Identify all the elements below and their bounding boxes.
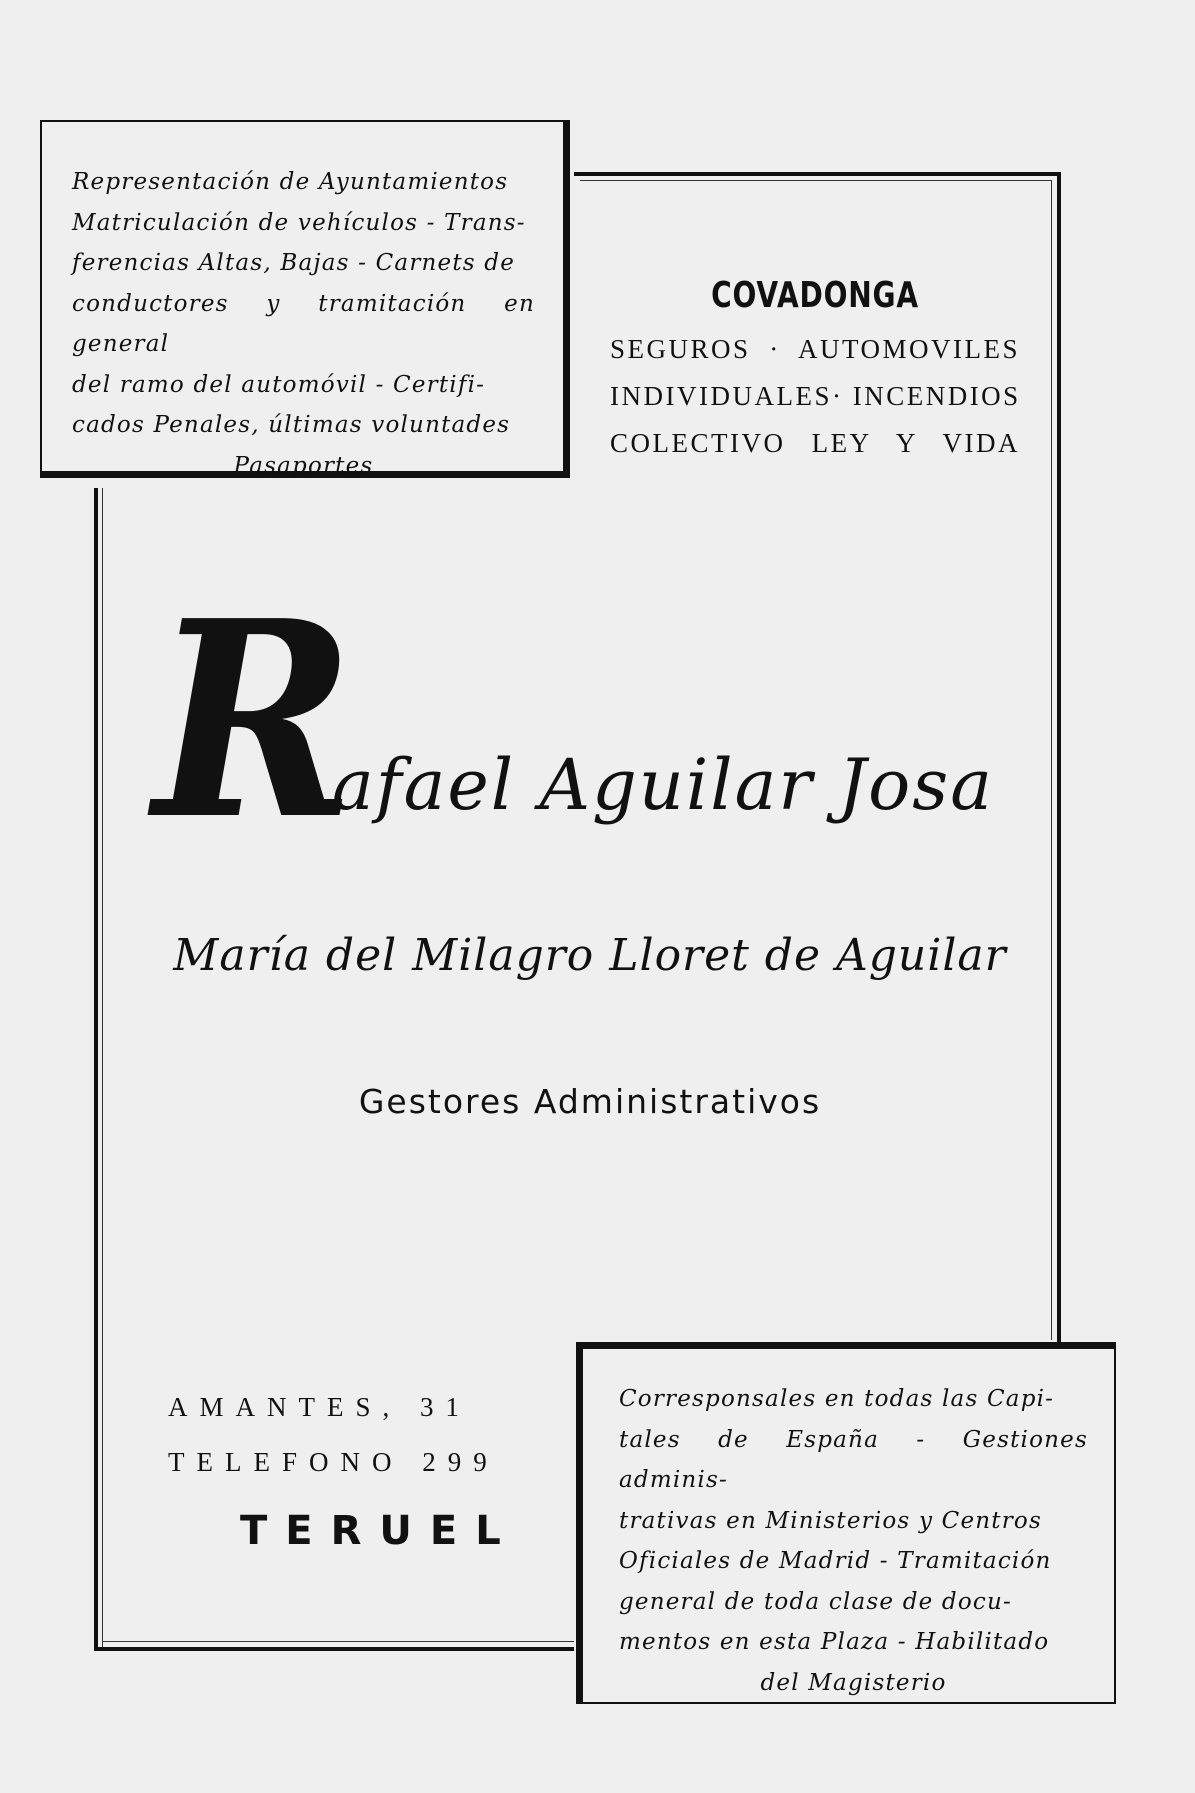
frame-top-border bbox=[574, 172, 1061, 176]
correspondents-line: tales de España - Gestiones adminis- bbox=[619, 1426, 1088, 1493]
frame-top-inner-border bbox=[580, 180, 1052, 181]
services-box bbox=[40, 120, 570, 478]
correspondents-line: general de toda clase de docu- bbox=[619, 1588, 1012, 1615]
subtitle: Gestores Administrativos bbox=[358, 1082, 822, 1121]
correspondents-line: Corresponsales en todas las Capi- bbox=[619, 1386, 1055, 1412]
covadonga-block bbox=[610, 266, 1020, 467]
services-last-line: Pasaportes bbox=[233, 452, 374, 479]
services-line: Matriculación de vehículos - Trans- bbox=[72, 209, 526, 236]
services-line: cados Penales, últimas voluntades bbox=[72, 412, 511, 438]
frame-left-inner-border bbox=[102, 488, 103, 1648]
services-line: del ramo del automóvil - Certifi- bbox=[72, 371, 486, 398]
frame-bottom-border bbox=[94, 1647, 574, 1651]
main-name-rest: afael Aguilar Josa bbox=[332, 744, 994, 826]
covadonga-line-1: SEGUROS · AUTOMOVILES bbox=[610, 334, 1020, 364]
correspondents-line: trativas en Ministerios y Centros bbox=[619, 1507, 1042, 1534]
main-name-initial: R bbox=[153, 561, 356, 879]
address-street: AMANTES, 31 bbox=[168, 1392, 472, 1422]
correspondents-line: Oficiales de Madrid - Tramitación bbox=[619, 1548, 1052, 1574]
covadonga-line-2: INDIVIDUALES· INCENDIOS bbox=[610, 381, 1021, 411]
frame-right-inner-border bbox=[1051, 180, 1052, 1340]
services-line: Representación de Ayuntamientos bbox=[72, 169, 509, 195]
services-line: ferencias Altas, Bajas - Carnets de bbox=[72, 250, 516, 276]
second-name: María del Milagro Lloret de Aguilar bbox=[173, 930, 1007, 981]
correspondents-box bbox=[576, 1342, 1116, 1704]
address-phone: TELEFONO 299 bbox=[168, 1447, 499, 1477]
address-city: TERUEL bbox=[240, 1508, 519, 1554]
covadonga-brand: COVADONGA bbox=[711, 275, 919, 316]
correspondents-line: mentos en esta Plaza - Habilitado bbox=[619, 1629, 1050, 1655]
covadonga-line-3: COLECTIVO LEY Y VIDA bbox=[610, 428, 1020, 458]
correspondents-last-line: del Magisterio bbox=[760, 1669, 947, 1696]
frame-bottom-inner-border bbox=[102, 1641, 574, 1642]
services-line: conductores y tramitación en general bbox=[72, 290, 535, 357]
main-name bbox=[132, 561, 1032, 879]
frame-right-border bbox=[1057, 174, 1061, 1344]
frame-left-border bbox=[94, 488, 98, 1648]
address-block bbox=[168, 1380, 519, 1554]
